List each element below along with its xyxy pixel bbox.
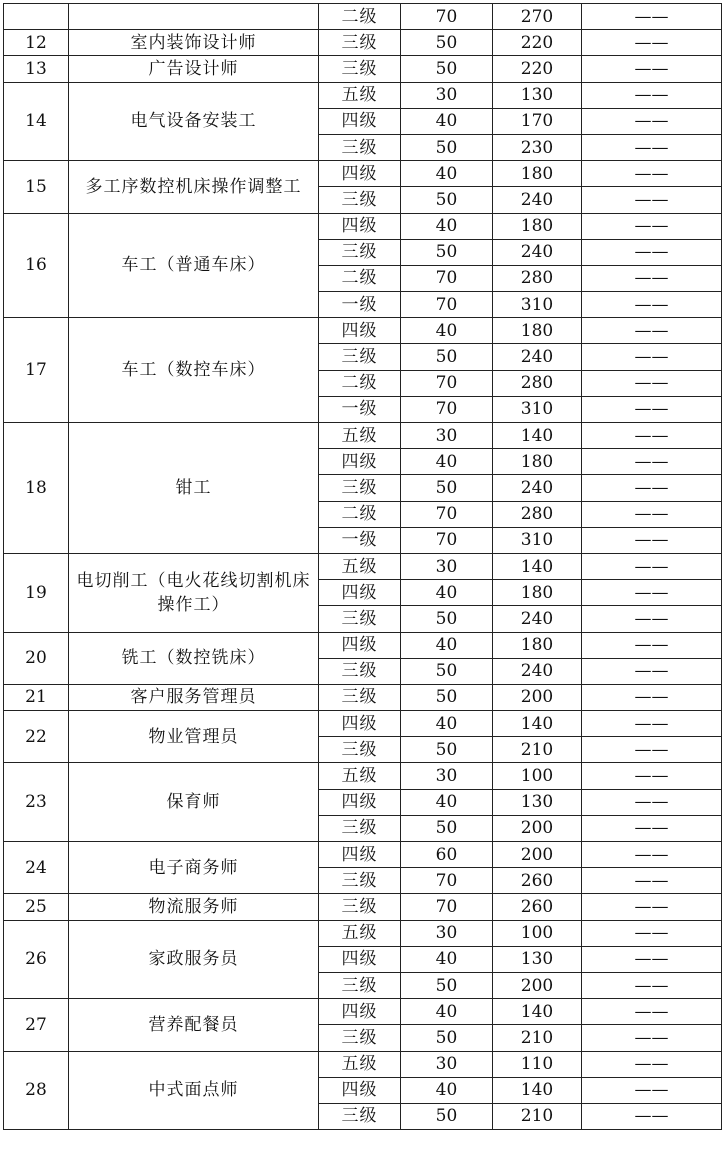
occupation-number: 21 <box>4 684 69 710</box>
hours-value-1: 50 <box>401 475 493 501</box>
table-row <box>4 763 722 789</box>
hours-value-2: 310 <box>493 292 582 318</box>
note-cell: —— <box>582 318 722 344</box>
note-cell: —— <box>582 946 722 972</box>
skill-level: 三级 <box>319 134 401 160</box>
hours-value-1: 40 <box>401 318 493 344</box>
skill-level: 三级 <box>319 344 401 370</box>
hours-value-1: 50 <box>401 606 493 632</box>
hours-value-1: 50 <box>401 972 493 998</box>
hours-value-2: 200 <box>493 972 582 998</box>
hours-value-2: 140 <box>493 711 582 737</box>
skill-level: 五级 <box>319 423 401 449</box>
hours-value-2: 180 <box>493 318 582 344</box>
occupation-number: 27 <box>4 999 69 1051</box>
table-row <box>4 553 722 579</box>
hours-value-1: 70 <box>401 894 493 920</box>
note-cell: —— <box>582 4 722 30</box>
occupation-number: 28 <box>4 1051 69 1130</box>
occupation-name: 车工（数控车床） <box>69 318 319 423</box>
skill-level: 五级 <box>319 82 401 108</box>
skill-level: 三级 <box>319 239 401 265</box>
skill-level: 三级 <box>319 187 401 213</box>
table-row <box>4 920 722 946</box>
occupation-name: 中式面点师 <box>69 1051 319 1130</box>
note-cell: —— <box>582 999 722 1025</box>
note-cell: —— <box>582 30 722 56</box>
note-cell: —— <box>582 868 722 894</box>
hours-value-2: 240 <box>493 475 582 501</box>
hours-value-2: 170 <box>493 108 582 134</box>
occupation-name: 保育师 <box>69 763 319 842</box>
hours-value-1: 40 <box>401 580 493 606</box>
skill-level: 三级 <box>319 868 401 894</box>
table-row <box>4 999 722 1025</box>
note-cell: —— <box>582 265 722 291</box>
hours-value-1: 70 <box>401 292 493 318</box>
hours-value-2: 210 <box>493 1025 582 1051</box>
note-cell: —— <box>582 344 722 370</box>
hours-value-2: 240 <box>493 239 582 265</box>
note-cell: —— <box>582 1051 722 1077</box>
hours-value-1: 30 <box>401 920 493 946</box>
hours-value-2: 210 <box>493 1103 582 1129</box>
hours-value-2: 230 <box>493 134 582 160</box>
occupation-number: 23 <box>4 763 69 842</box>
hours-value-1: 50 <box>401 30 493 56</box>
hours-value-1: 50 <box>401 1103 493 1129</box>
hours-value-2: 110 <box>493 1051 582 1077</box>
note-cell: —— <box>582 56 722 82</box>
occupation-name: 电子商务师 <box>69 842 319 894</box>
hours-value-2: 260 <box>493 868 582 894</box>
hours-value-1: 40 <box>401 449 493 475</box>
hours-value-1: 40 <box>401 632 493 658</box>
note-cell: —— <box>582 684 722 710</box>
note-cell: —— <box>582 1077 722 1103</box>
hours-value-2: 240 <box>493 187 582 213</box>
hours-value-2: 180 <box>493 449 582 475</box>
hours-value-1: 30 <box>401 82 493 108</box>
hours-value-2: 210 <box>493 737 582 763</box>
occupation-name: 室内装饰设计师 <box>69 30 319 56</box>
table-body <box>4 4 722 1130</box>
note-cell: —— <box>582 396 722 422</box>
hours-value-2: 200 <box>493 815 582 841</box>
table-row <box>4 632 722 658</box>
occupation-number: 12 <box>4 30 69 56</box>
skill-level: 四级 <box>319 711 401 737</box>
skill-level: 一级 <box>319 292 401 318</box>
occupation-name: 铣工（数控铣床） <box>69 632 319 684</box>
occupation-name: 客户服务管理员 <box>69 684 319 710</box>
skill-level: 四级 <box>319 946 401 972</box>
hours-value-2: 200 <box>493 842 582 868</box>
hours-value-2: 130 <box>493 946 582 972</box>
hours-value-2: 140 <box>493 999 582 1025</box>
note-cell: —— <box>582 423 722 449</box>
occupation-name: 物流服务师 <box>69 894 319 920</box>
skill-level: 三级 <box>319 737 401 763</box>
occupation-number: 26 <box>4 920 69 999</box>
skill-level: 四级 <box>319 789 401 815</box>
hours-value-1: 40 <box>401 711 493 737</box>
training-table <box>3 3 722 1130</box>
note-cell: —— <box>582 606 722 632</box>
note-cell: —— <box>582 553 722 579</box>
table-row <box>4 711 722 737</box>
hours-value-2: 140 <box>493 423 582 449</box>
skill-level: 五级 <box>319 920 401 946</box>
occupation-number <box>4 4 69 30</box>
hours-value-1: 50 <box>401 684 493 710</box>
note-cell: —— <box>582 763 722 789</box>
table-row <box>4 842 722 868</box>
note-cell: —— <box>582 161 722 187</box>
hours-value-2: 240 <box>493 606 582 632</box>
skill-level: 五级 <box>319 553 401 579</box>
skill-level: 四级 <box>319 842 401 868</box>
table-row <box>4 423 722 449</box>
occupation-number: 13 <box>4 56 69 82</box>
note-cell: —— <box>582 972 722 998</box>
table-row <box>4 161 722 187</box>
note-cell: —— <box>582 894 722 920</box>
hours-value-2: 180 <box>493 213 582 239</box>
skill-level: 一级 <box>319 527 401 553</box>
occupation-number: 25 <box>4 894 69 920</box>
hours-value-1: 70 <box>401 527 493 553</box>
note-cell: —— <box>582 1103 722 1129</box>
occupation-number: 15 <box>4 161 69 213</box>
skill-level: 三级 <box>319 56 401 82</box>
hours-value-2: 260 <box>493 894 582 920</box>
occupation-number: 20 <box>4 632 69 684</box>
hours-value-2: 270 <box>493 4 582 30</box>
note-cell: —— <box>582 842 722 868</box>
hours-value-1: 40 <box>401 999 493 1025</box>
skill-level: 三级 <box>319 658 401 684</box>
skill-level: 四级 <box>319 108 401 134</box>
hours-value-1: 70 <box>401 501 493 527</box>
skill-level: 一级 <box>319 396 401 422</box>
occupation-name: 广告设计师 <box>69 56 319 82</box>
hours-value-1: 50 <box>401 187 493 213</box>
skill-level: 五级 <box>319 1051 401 1077</box>
hours-value-2: 220 <box>493 30 582 56</box>
occupation-name: 钳工 <box>69 423 319 554</box>
hours-value-2: 130 <box>493 82 582 108</box>
occupation-number: 22 <box>4 711 69 763</box>
hours-value-2: 280 <box>493 501 582 527</box>
table-row <box>4 684 722 710</box>
hours-value-2: 310 <box>493 527 582 553</box>
occupation-number: 17 <box>4 318 69 423</box>
occupation-number: 18 <box>4 423 69 554</box>
skill-level: 四级 <box>319 999 401 1025</box>
table-row <box>4 56 722 82</box>
note-cell: —— <box>582 213 722 239</box>
skill-level: 三级 <box>319 972 401 998</box>
table-row <box>4 213 722 239</box>
skill-level: 三级 <box>319 1025 401 1051</box>
hours-value-2: 220 <box>493 56 582 82</box>
skill-level: 四级 <box>319 449 401 475</box>
note-cell: —— <box>582 815 722 841</box>
table-row <box>4 30 722 56</box>
note-cell: —— <box>582 789 722 815</box>
skill-level: 四级 <box>319 318 401 344</box>
occupation-number: 14 <box>4 82 69 161</box>
hours-value-2: 280 <box>493 370 582 396</box>
note-cell: —— <box>582 239 722 265</box>
hours-value-1: 60 <box>401 842 493 868</box>
hours-value-1: 50 <box>401 56 493 82</box>
skill-level: 三级 <box>319 30 401 56</box>
skill-level: 三级 <box>319 894 401 920</box>
skill-level: 二级 <box>319 370 401 396</box>
hours-value-1: 30 <box>401 1051 493 1077</box>
hours-value-1: 50 <box>401 134 493 160</box>
note-cell: —— <box>582 501 722 527</box>
skill-level: 三级 <box>319 606 401 632</box>
table-row <box>4 1051 722 1077</box>
hours-value-1: 30 <box>401 763 493 789</box>
note-cell: —— <box>582 920 722 946</box>
hours-value-2: 130 <box>493 789 582 815</box>
skill-level: 四级 <box>319 213 401 239</box>
note-cell: —— <box>582 475 722 501</box>
hours-value-1: 30 <box>401 423 493 449</box>
hours-value-1: 30 <box>401 553 493 579</box>
hours-value-2: 100 <box>493 763 582 789</box>
hours-value-1: 40 <box>401 1077 493 1103</box>
hours-value-2: 240 <box>493 344 582 370</box>
table-row <box>4 82 722 108</box>
hours-value-1: 40 <box>401 946 493 972</box>
occupation-name: 电切削工（电火花线切割机床操作工） <box>69 553 319 632</box>
occupation-number: 16 <box>4 213 69 318</box>
occupation-name <box>69 4 319 30</box>
hours-value-2: 280 <box>493 265 582 291</box>
hours-value-2: 200 <box>493 684 582 710</box>
note-cell: —— <box>582 632 722 658</box>
hours-value-2: 310 <box>493 396 582 422</box>
note-cell: —— <box>582 134 722 160</box>
hours-value-2: 180 <box>493 161 582 187</box>
skill-level: 三级 <box>319 684 401 710</box>
note-cell: —— <box>582 187 722 213</box>
skill-level: 二级 <box>319 501 401 527</box>
occupation-name: 车工（普通车床） <box>69 213 319 318</box>
hours-value-1: 50 <box>401 239 493 265</box>
hours-value-1: 50 <box>401 1025 493 1051</box>
occupation-number: 19 <box>4 553 69 632</box>
occupation-number: 24 <box>4 842 69 894</box>
skill-level: 三级 <box>319 475 401 501</box>
hours-value-1: 70 <box>401 265 493 291</box>
note-cell: —— <box>582 711 722 737</box>
table-row <box>4 894 722 920</box>
hours-value-1: 50 <box>401 737 493 763</box>
note-cell: —— <box>582 82 722 108</box>
skill-level: 四级 <box>319 632 401 658</box>
hours-value-1: 70 <box>401 868 493 894</box>
hours-value-1: 40 <box>401 213 493 239</box>
hours-value-2: 180 <box>493 580 582 606</box>
note-cell: —— <box>582 449 722 475</box>
occupation-name: 家政服务员 <box>69 920 319 999</box>
hours-value-1: 40 <box>401 161 493 187</box>
occupation-name: 多工序数控机床操作调整工 <box>69 161 319 213</box>
skill-level: 三级 <box>319 815 401 841</box>
hours-value-2: 180 <box>493 632 582 658</box>
note-cell: —— <box>582 658 722 684</box>
hours-value-2: 100 <box>493 920 582 946</box>
skill-level: 四级 <box>319 580 401 606</box>
hours-value-1: 50 <box>401 815 493 841</box>
hours-value-2: 140 <box>493 553 582 579</box>
table-row <box>4 318 722 344</box>
hours-value-1: 70 <box>401 370 493 396</box>
table-row <box>4 4 722 30</box>
hours-value-1: 70 <box>401 396 493 422</box>
skill-level: 四级 <box>319 1077 401 1103</box>
note-cell: —— <box>582 580 722 606</box>
hours-value-1: 50 <box>401 658 493 684</box>
skill-level: 二级 <box>319 265 401 291</box>
note-cell: —— <box>582 292 722 318</box>
occupation-name: 电气设备安装工 <box>69 82 319 161</box>
hours-value-1: 40 <box>401 108 493 134</box>
hours-value-1: 40 <box>401 789 493 815</box>
note-cell: —— <box>582 1025 722 1051</box>
note-cell: —— <box>582 108 722 134</box>
skill-level: 五级 <box>319 763 401 789</box>
note-cell: —— <box>582 737 722 763</box>
occupation-name: 营养配餐员 <box>69 999 319 1051</box>
hours-value-2: 240 <box>493 658 582 684</box>
note-cell: —— <box>582 370 722 396</box>
skill-level: 三级 <box>319 1103 401 1129</box>
skill-level: 四级 <box>319 161 401 187</box>
note-cell: —— <box>582 527 722 553</box>
hours-value-1: 70 <box>401 4 493 30</box>
hours-value-2: 140 <box>493 1077 582 1103</box>
skill-level: 二级 <box>319 4 401 30</box>
occupation-name: 物业管理员 <box>69 711 319 763</box>
hours-value-1: 50 <box>401 344 493 370</box>
